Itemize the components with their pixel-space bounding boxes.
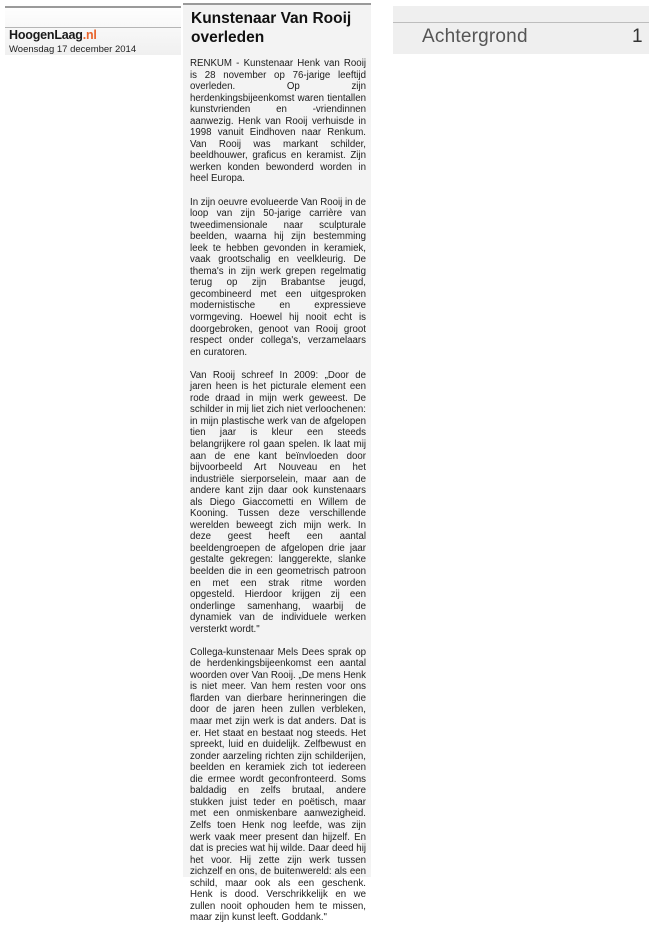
page-number: 1 — [632, 26, 643, 47]
section-header-rule — [393, 22, 649, 23]
section-title: Achtergrond — [422, 26, 528, 47]
article-paragraph: Collega-kunstenaar Mels Dees sprak op de herdenkingsbijeenkomst een aantal woorden over Van Rooij. „De mens Henk is niet meer. Van hem resten voor ons flarden van dierbare herinneringen die door de jaren heen zullen verbleken, maar met zijn werk is dat anders. Dat is er. Het staat en bestaat nog steeds. Het spreekt, luid en duidelijk. Zelfbewust en zonder aarzeling richten zijn schilderijen, beelden en keramiek zich tot iedereen die ermee wordt geconfronteerd. Soms baldadig en zelfs brutaal, andere stukken juist teder en poëtisch, maar met een onmiskenbare aanwezigheid. Zelfs toen Henk nog leefde, was zijn werk vaak meer present dan hijzelf. En dat is precies wat hij wilde. Daar deed hij het voor. Hij zette zijn werk tussen zichzelf en ons, de buitenwereld: als een schild, maar ook als een geschenk. Henk is dood. Verschrikkelijk en we zullen nooit ophouden hem te missen, maar zijn kunst leeft. Goddank." — [190, 646, 366, 924]
issue-date: Woensdag 17 december 2014 — [9, 44, 137, 55]
masthead-top-rule — [5, 6, 181, 8]
article-headline: Kunstenaar Van Rooij overleden — [191, 10, 352, 46]
section-header — [393, 6, 649, 54]
article-column — [183, 3, 371, 924]
article-paragraph: Van Rooij schreef In 2009: „Door de jaren heen is het picturale element een rode draad in mijn werk geweest. De schilder in mij liet zich niet verloochenen: in mijn plastische werk van de afgelopen tien jaar is kleur een steeds belangrijkere rol gaan spelen. Ik laat mij aan de ene kant beïnvloeden door bijvoorbeeld Art Nouveau en het industriële sierporselein, maar aan de andere kant zijn daar ook kunstenaars als Diego Giaccometti en Willem de Kooning. Tussen deze verschillende werelden beweegt zich mijn werk. In deze geest heeft een aantal beeldengroepen de afgelopen drie jaar gestalte gekregen: langgerekte, slanke beelden die in een geometrisch patroon en met een strak ritme worden opgesteld. Hierdoor krijgen zij een onderlinge samenhang, waarbij de dynamiek van de individuele werken versterkt wordt." — [190, 369, 366, 635]
brand-name: HoogenLaag — [9, 28, 83, 42]
article-paragraph: In zijn oeuvre evolueerde Van Rooij in de loop van zijn 50-jarige carrière van tweedimensionale naar sculpturale beelden, waarna hij zijn bestemming leek te hebben gevonden in keramiek, vaak grootschalig en veelkleurig. De thema's in zijn werk grepen regelmatig terug op zijn Brabantse jeugd, gecombineerd met een uitgesproken modernistische en expressieve vormgeving. Hoewel hij nooit echt is doorgebroken, genoot van Rooij groot respect onder collega's, verzamelaars en curatoren. — [190, 196, 366, 358]
column-top-rule — [183, 3, 371, 5]
brand-domain: .nl — [82, 28, 97, 42]
article-body — [190, 58, 366, 935]
publication-logo — [9, 28, 97, 42]
article-paragraph: RENKUM - Kunstenaar Henk van Rooij is 28 november op 76-jarige leeftijd overleden. Op zijn herdenkingsbijeenkomst waren tientallen kunstvrienden en -vriendinnen aanwezig. Henk van Rooij verhuisde in 1998 vanuit Eindhoven naar Renkum. Van Rooij was markant schilder, beeldhouwer, graficus en keramist. Zijn werken konden bewonderd worden in heel Europa. — [190, 58, 366, 185]
masthead-left — [5, 3, 181, 55]
